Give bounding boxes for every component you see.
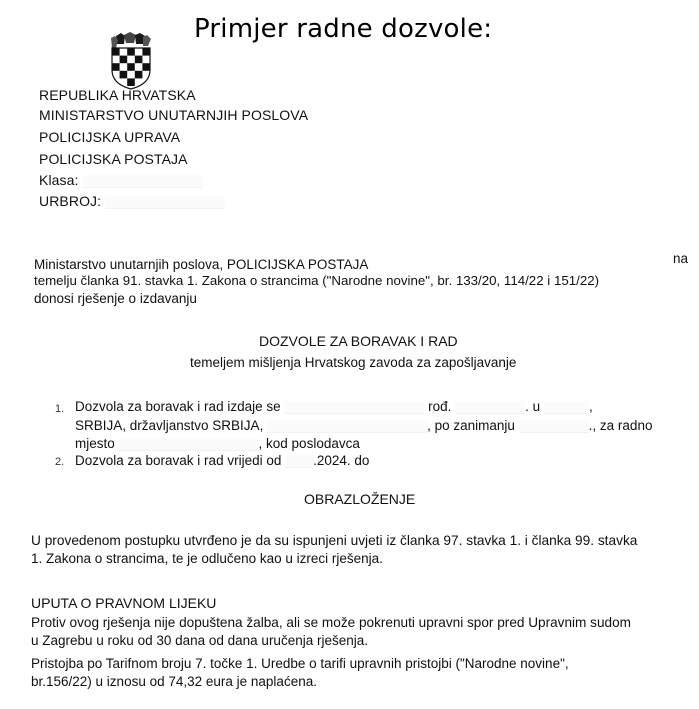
item-1-text-h: mjesto: [75, 436, 115, 451]
item-1-text-e: SRBIJA, državljanstvo SRBIJA,: [75, 418, 264, 433]
item-1-text-f: , po zanimanju: [427, 418, 515, 433]
redacted-date: [285, 455, 313, 468]
intro-line-1-end: na: [673, 251, 689, 266]
item-1-text-g: ., za radno: [588, 418, 653, 433]
item-2-text-b: .2024. do: [313, 453, 370, 468]
item-1-text-c: . u: [525, 399, 541, 414]
item-1-line-1: [75, 399, 593, 414]
fee-line-2: br.156/22) u iznosu od 74,32 eura je naplaćena.: [31, 674, 317, 689]
redacted-name: [284, 401, 424, 414]
header-police-station: POLICIJSKA POSTAJA: [39, 151, 188, 167]
intro-line-2: temelju članka 91. stavka 1. Zakona o strancima ("Narodne novine", br. 133/20, 114/22 i 151/22): [34, 273, 600, 288]
reasoning-title: OBRAZLOŽENJE: [304, 491, 416, 507]
header-ministry: MINISTARSTVO UNUTARNJIH POSLOVA: [39, 107, 309, 123]
redacted-field: [105, 196, 225, 209]
item-1-text-b: rođ.: [428, 399, 452, 414]
header-republic: REPUBLIKA HRVATSKA: [39, 87, 196, 103]
reasoning-line-1: U provedenom postupku utvrđeno je da su ispunjeni uvjeti iz članka 97. stavka 1. i članka 99. stavka: [31, 533, 638, 548]
legal-remedy-title: UPUTA O PRAVNOM LIJEKU: [31, 595, 217, 611]
urbroj-label: URBROJ:: [39, 193, 102, 209]
croatian-coat-of-arms-icon: [108, 32, 154, 90]
item-1-line-2: [75, 418, 652, 433]
redacted-workplace: [119, 438, 259, 451]
klasa-label: Klasa:: [39, 172, 79, 188]
item-1-text-i: , kod poslodavca: [258, 436, 360, 451]
item-2-text-a: Dozvola za boravak i rad vrijedi od: [75, 453, 282, 468]
legal-remedy-line-2: u Zagrebu u roku od 30 dana od dana uručenja rješenja.: [31, 633, 368, 648]
header-klasa: [39, 172, 203, 188]
item-1-text-d: ,: [588, 399, 593, 414]
header-urbroj: [39, 193, 225, 209]
item-1-text-a: Dozvola za boravak i rad izdaje se: [75, 399, 281, 414]
document-title: DOZVOLE ZA BORAVAK I RAD: [259, 333, 458, 349]
legal-remedy-line-1: Protiv ovog rješenja nije dopuštena žalba, ali se može pokrenuti upravni spor pred Upravnim sudom: [31, 615, 631, 630]
redacted-birthplace: [544, 401, 589, 414]
item-number-2: 2.: [55, 456, 65, 468]
item-2-line-1: [75, 453, 369, 468]
page-heading: Primjer radne dozvole:: [194, 14, 493, 44]
intro-line-3: donosi rješenje o izdavanju: [34, 291, 197, 306]
reasoning-line-2: 1. Zakona o strancima, te je odlučeno kao u izreci rješenja.: [31, 551, 383, 566]
fee-line-1: Pristojba po Tarifnom broju 7. točke 1. Uredbe o tarifi upravnih pristojbi ("Narodne novine",: [31, 656, 569, 671]
item-1-line-3: [75, 436, 360, 451]
redacted-occupation: [519, 420, 589, 433]
header-police-administration: POLICIJSKA UPRAVA: [39, 129, 181, 145]
redacted-field: [83, 175, 203, 188]
redacted-birthdate: [455, 401, 525, 414]
redacted-field: [267, 420, 427, 433]
document-subtitle: temeljem mišljenja Hrvatskog zavoda za zapošljavanje: [190, 355, 517, 370]
item-number-1: 1.: [55, 403, 65, 415]
intro-line-1: Ministarstvo unutarnjih poslova, POLICIJSKA POSTAJA: [34, 257, 369, 272]
